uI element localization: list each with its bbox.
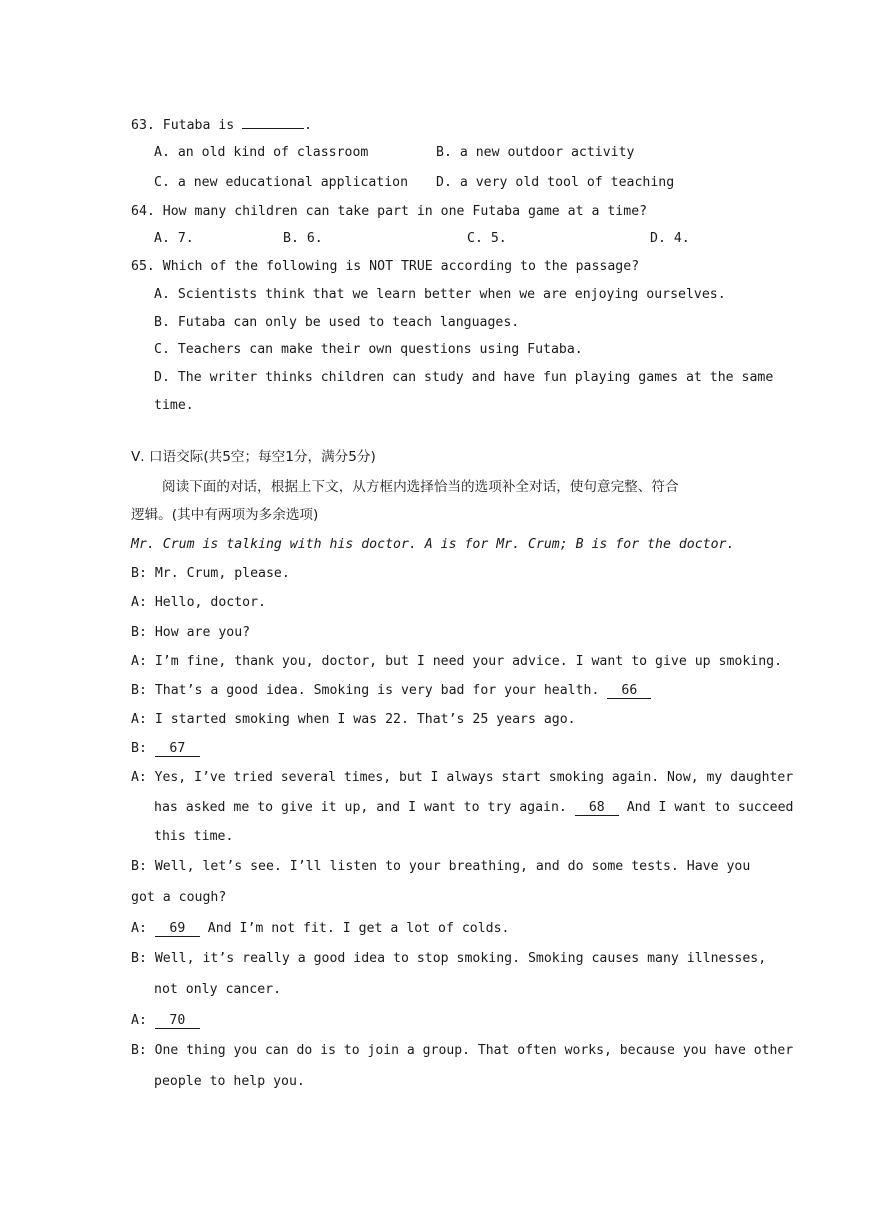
q63-option-a: A. an old kind of classroom <box>154 145 369 160</box>
q63-option-d: D. a very old tool of teaching <box>436 175 675 190</box>
dialogue-line-13-suffix: And I’m not fit. I get a lot of colds. <box>199 921 510 936</box>
section-instruction-line1: 阅读下面的对话，根据上下文，从方框内选择恰当的选项补全对话，使句意完整、符合 <box>162 479 679 495</box>
dialogue-context: Mr. Crum is talking with his doctor. A is for Mr. Crum; B is for the doctor. <box>131 537 735 552</box>
q65-option-a: A. Scientists think that we learn better when we are enjoying ourselves. <box>154 287 726 302</box>
dialogue-line-13 <box>131 921 509 937</box>
question-63-stem: 63. Futaba is <box>131 118 243 133</box>
q64-option-b: B. 6. <box>283 231 323 246</box>
blank-66: 66 <box>607 683 651 699</box>
q64-option-c: C. 5. <box>467 231 507 246</box>
dialogue-line-9 <box>154 800 793 816</box>
blank-69: 69 <box>155 921 200 937</box>
q65-option-b: B. Futaba can only be used to teach languages. <box>154 315 520 330</box>
q63-option-c: C. a new educational application <box>154 175 409 190</box>
speaker-a: A: <box>131 921 155 936</box>
dialogue-line-17: B: One thing you can do is to join a group. That often works, because you have other <box>131 1043 794 1058</box>
q65-option-d-line1: D. The writer thinks children can study and have fun playing games at the same <box>154 370 774 385</box>
q65-option-c: C. Teachers can make their own questions using Futaba. <box>154 342 583 357</box>
section-heading: Ⅴ. 口语交际(共5空；每空1分，满分5分) <box>131 449 376 465</box>
dialogue-line-18: people to help you. <box>154 1074 305 1089</box>
question-63 <box>131 116 312 134</box>
blank-70: 70 <box>155 1013 200 1029</box>
dialogue-line-10: this time. <box>154 829 234 844</box>
q65-option-d-line2: time. <box>154 398 194 413</box>
dialogue-line-12: got a cough? <box>131 890 227 905</box>
dialogue-line-15: not only cancer. <box>154 982 282 997</box>
blank-67: 67 <box>155 741 200 757</box>
dialogue-line-7 <box>131 741 200 757</box>
dialogue-line-2: A: Hello, doctor. <box>131 595 266 610</box>
question-65-stem: 65. Which of the following is NOT TRUE according to the passage? <box>131 259 640 274</box>
dialogue-line-8: A: Yes, I’ve tried several times, but I always start smoking again. Now, my daughter <box>131 770 794 785</box>
section-instruction-line2: 逻辑。(其中有两项为多余选项) <box>131 507 319 523</box>
q63-option-b: B. a new outdoor activity <box>436 145 635 160</box>
dialogue-line-9-text: has asked me to give it up, and I want to try again. <box>154 800 575 815</box>
dialogue-line-16 <box>131 1013 200 1029</box>
dialogue-line-11: B: Well, let’s see. I’ll listen to your breathing, and do some tests. Have you <box>131 859 751 874</box>
dialogue-line-1: B: Mr. Crum, please. <box>131 566 290 581</box>
dialogue-line-9-suffix: And I want to succeed <box>618 800 794 815</box>
dialogue-line-6: A: I started smoking when I was 22. That’s 25 years ago. <box>131 712 576 727</box>
dialogue-line-5 <box>131 683 651 699</box>
dialogue-line-3: B: How are you? <box>131 625 251 640</box>
dialogue-line-5-text: B: That’s a good idea. Smoking is very bad for your health. <box>131 683 608 698</box>
blank-68: 68 <box>575 800 619 816</box>
question-64-stem: 64. How many children can take part in one Futaba game at a time? <box>131 204 648 219</box>
q64-option-a: A. 7. <box>154 231 194 246</box>
answer-blank-63 <box>242 116 304 129</box>
dialogue-line-4: A: I’m fine, thank you, doctor, but I need your advice. I want to give up smoking. <box>131 654 783 669</box>
q64-option-d: D. 4. <box>650 231 690 246</box>
question-63-period: . <box>304 118 313 133</box>
speaker-b: B: <box>131 741 155 756</box>
speaker-a-2: A: <box>131 1013 155 1028</box>
dialogue-line-14: B: Well, it’s really a good idea to stop smoking. Smoking causes many illnesses, <box>131 951 767 966</box>
